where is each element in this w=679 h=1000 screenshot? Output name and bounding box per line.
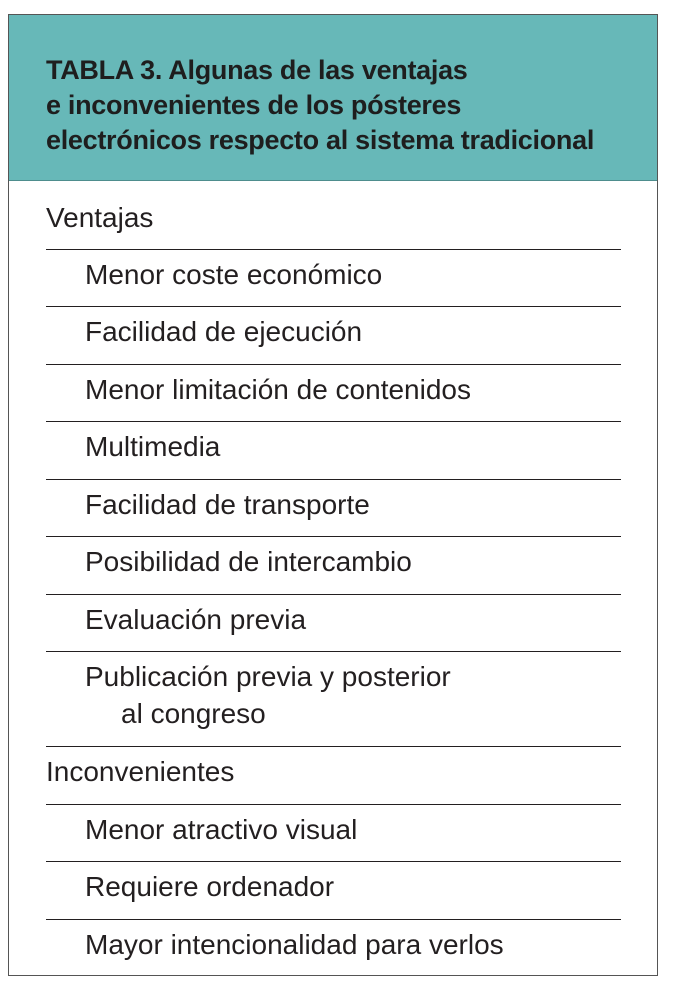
- list-item: Posibilidad de intercambio: [46, 543, 621, 595]
- table-title-line: e inconvenientes de los pósteres: [46, 90, 462, 120]
- table-title: [46, 53, 636, 158]
- section-heading-inconvenientes: Inconvenientes: [46, 753, 621, 805]
- list-item: Evaluación previa: [46, 601, 621, 652]
- list-item: Facilidad de ejecución: [46, 313, 621, 365]
- list-item: Requiere ordenador: [46, 868, 621, 920]
- list-item: Menor limitación de contenidos: [46, 371, 621, 422]
- list-item: Menor coste económico: [46, 256, 621, 307]
- list-item-line: Publicación previa y posterior: [85, 661, 451, 692]
- table-title-line: TABLA 3. Algunas de las ventajas: [46, 55, 468, 85]
- list-item: Facilidad de transporte: [46, 486, 621, 537]
- list-item: Multimedia: [46, 428, 621, 480]
- list-item-line: al congreso: [121, 698, 266, 729]
- list-item: Menor atractivo visual: [46, 811, 621, 862]
- list-item: [46, 658, 621, 747]
- list-item: Mayor intencionalidad para verlos: [85, 929, 504, 960]
- section-heading-ventajas: Ventajas: [46, 199, 621, 250]
- table-3: [8, 14, 658, 976]
- table-title-line: electrónicos respecto al sistema tradicional: [46, 125, 595, 155]
- table-header: [9, 15, 657, 181]
